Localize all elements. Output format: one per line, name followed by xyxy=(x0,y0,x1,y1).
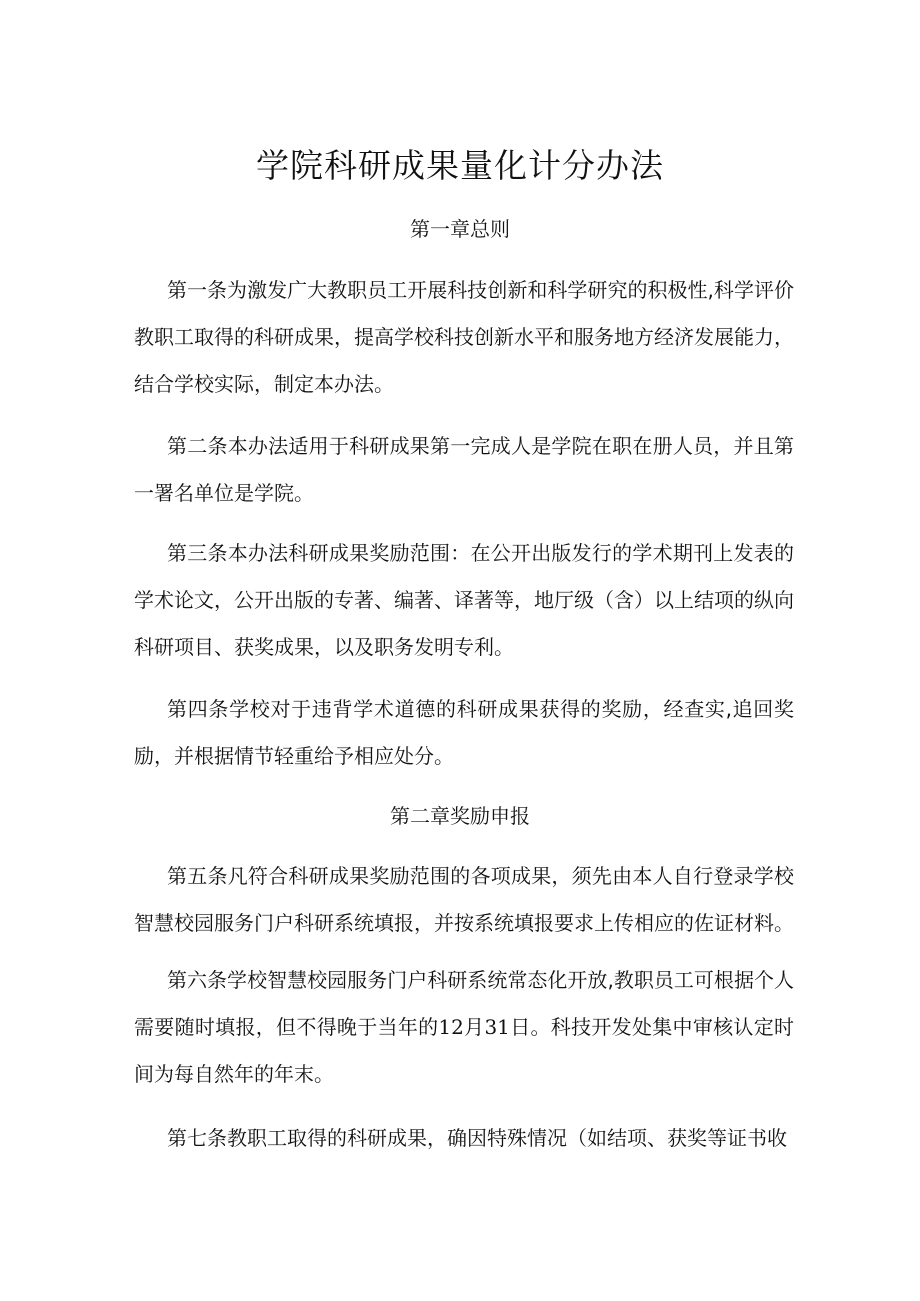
chapter-heading-general: 第一章总则 xyxy=(410,217,510,241)
article-3: 第三条本办法科研成果奖励范围：在公开出版发行的学术期刊上发表的学术论文，公开出版的专著、编著、译著等，地厅级（含）以上结项的纵向科研项目、获奖成果，以及职务发明专利。 xyxy=(134,541,794,659)
article-1: 第一条为激发广大教职员工开展科技创新和科学研究的积极性,科学评价教职工取得的科研成果，提高学校科技创新水平和服务地方经济发展能力，结合学校实际，制定本办法。 xyxy=(134,278,794,396)
article-5: 第五条凡符合科研成果奖励范围的各项成果，须先由本人自行登录学校智慧校园服务门户科研系统填报，并按系统填报要求上传相应的佐证材料。 xyxy=(134,864,794,935)
article-6-month-number: 12 xyxy=(438,1015,464,1039)
article-6-text-start: 第六条学校智慧校园服务门户科研系统常态化开放,教职员工可根据个人需要随时填报，但不得晚于当年的 xyxy=(134,968,794,1039)
article-6-text-end: 日。科技开发处集中审核认定时间为每自然年的年末。 xyxy=(134,1015,795,1086)
article-7: 第七条教职工取得的科研成果，确因特殊情况（如结项、获奖等证书收 xyxy=(167,1126,787,1150)
article-6 xyxy=(134,957,794,1098)
article-6-month-unit: 月 xyxy=(463,1015,485,1039)
article-2: 第二条本办法适用于科研成果第一完成人是学院在职在册人员，并且第一署名单位是学院。 xyxy=(134,434,794,505)
document-title: 学院科研成果量化计分办法 xyxy=(256,146,664,185)
article-6-day-number: 31 xyxy=(484,1015,510,1039)
chapter-heading-application: 第二章奖励申报 xyxy=(390,804,530,828)
article-4: 第四条学校对于违背学术道德的科研成果获得的奖励，经查实,追回奖励，并根据情节轻重给予相应处分。 xyxy=(134,697,794,768)
